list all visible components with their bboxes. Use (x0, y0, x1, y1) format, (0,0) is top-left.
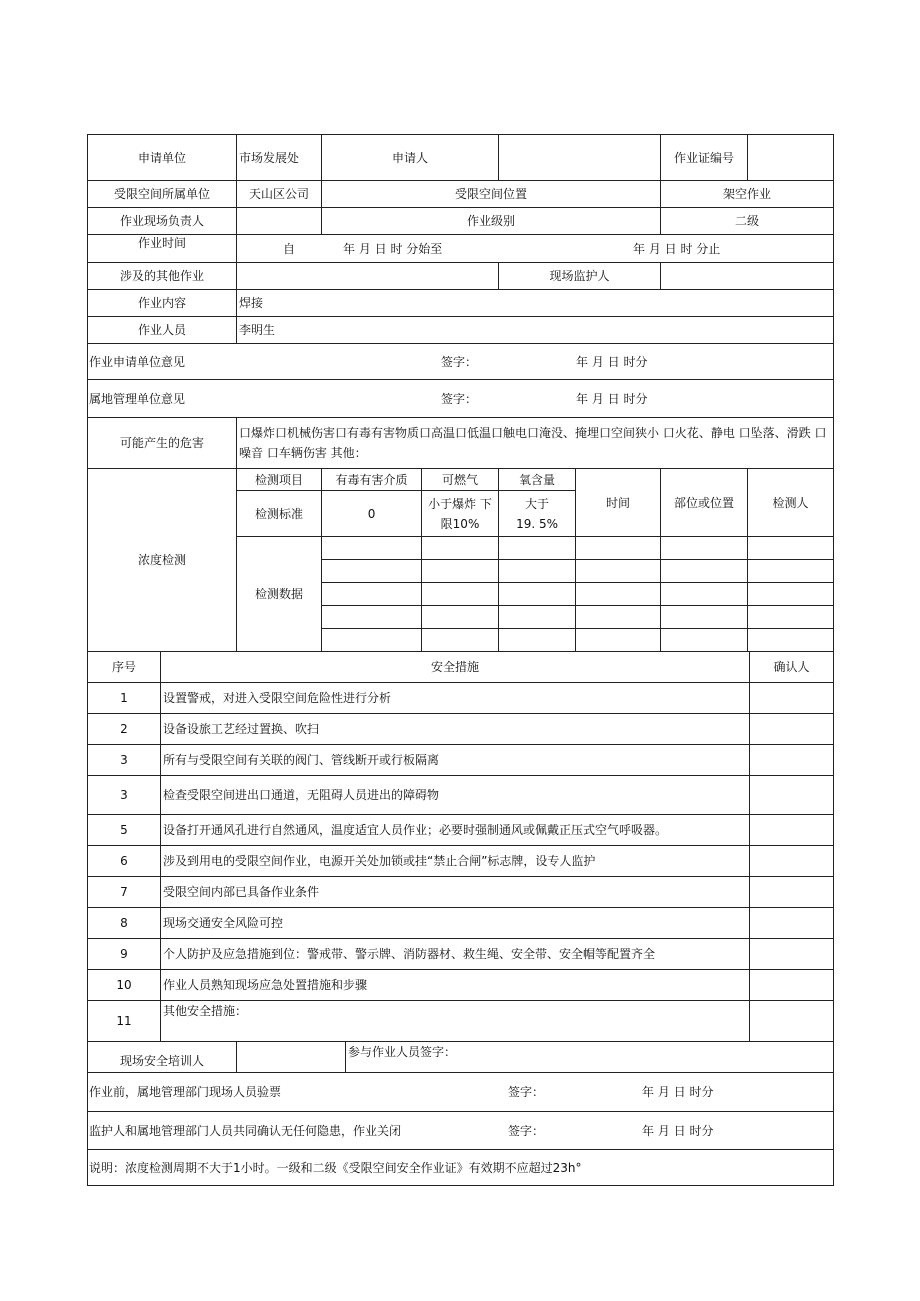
trainer-label: 现场安全培训人 (88, 1042, 237, 1073)
pre-check-sign: 签字： (508, 1085, 545, 1099)
measure-text[interactable]: 其他安全措施： (161, 1001, 750, 1042)
personnel-value[interactable]: 李明生 (237, 317, 834, 344)
gas-time-label: 时间 (576, 469, 661, 537)
site-leader-label: 作业现场负责人 (88, 208, 237, 235)
measure-no: 5 (88, 815, 161, 846)
confirm-header: 确认人 (750, 652, 834, 683)
gas-data-cell[interactable] (576, 537, 661, 560)
gas-test-label: 浓度检测 (88, 469, 237, 652)
permit-table (87, 134, 834, 652)
pre-check-date: 年 月 日 时分 (642, 1085, 714, 1099)
gas-data-cell[interactable] (422, 537, 499, 560)
personnel-label: 作业人员 (88, 317, 237, 344)
content-value[interactable]: 焊接 (237, 290, 834, 317)
confirm-cell[interactable] (750, 683, 834, 714)
applicant-unit-label: 申请单位 (88, 135, 237, 181)
gas-data-cell[interactable] (499, 560, 576, 583)
gas-data-cell[interactable] (748, 629, 834, 652)
measure-no: 9 (88, 939, 161, 970)
gas-data-cell[interactable] (422, 606, 499, 629)
hazards-checklist[interactable]: 口爆炸口机械伤害口有毒有害物质口高温口低温口触电口淹没、掩埋口空间狭小 口火花、静电 口坠落、滑跌 口噪音 口车辆伤害 其他： (237, 418, 834, 469)
gas-data-cell[interactable] (322, 583, 422, 606)
applicant-opinion-label: 作业申请单位意见 (89, 354, 186, 369)
applicant-value[interactable] (499, 135, 661, 181)
permit-no-label: 作业证编号 (661, 135, 748, 181)
other-work-label: 涉及的其他作业 (88, 263, 237, 290)
applicant-label: 申请人 (322, 135, 499, 181)
gas-data-cell[interactable] (661, 606, 748, 629)
other-work-value[interactable] (237, 263, 499, 290)
gas-flammable-standard: 小于爆炸 下限10% (422, 491, 499, 537)
confirm-cell[interactable] (750, 745, 834, 776)
close-row[interactable] (88, 1112, 834, 1150)
work-time-from: 自 (283, 241, 296, 256)
applicant-opinion-row[interactable] (88, 344, 834, 380)
space-location-label: 受限空间位置 (322, 181, 661, 208)
confirm-cell[interactable] (750, 877, 834, 908)
gas-data-cell[interactable] (499, 606, 576, 629)
participants-signature[interactable]: 参与作业人员签字： (346, 1042, 834, 1073)
work-level-value[interactable]: 二级 (661, 208, 834, 235)
gas-data-cell[interactable] (499, 629, 576, 652)
owner-opinion-row[interactable] (88, 380, 834, 418)
gas-oxygen-standard-line1: 大于 (525, 496, 550, 511)
gas-data-cell[interactable] (499, 583, 576, 606)
gas-data-cell[interactable] (322, 560, 422, 583)
owner-opinion-label: 属地管理单位意见 (89, 391, 186, 406)
measure-no-header: 序号 (88, 652, 161, 683)
gas-data-cell[interactable] (322, 606, 422, 629)
measure-text: 设备打开通风孔进行自然通风，温度适宜人员作业；必要时强制通风或佩戴正压式空气呼吸器。 (161, 815, 750, 846)
measure-text: 受限空间内部已具备作业条件 (161, 877, 750, 908)
measure-no: 2 (88, 714, 161, 745)
measure-no: 8 (88, 908, 161, 939)
gas-data-cell[interactable] (748, 583, 834, 606)
gas-data-cell[interactable] (422, 560, 499, 583)
measure-text: 所有与受限空间有关联的阀门、管线断开或行板隔离 (161, 745, 750, 776)
measure-text: 设备设旅工艺经过置换、吹扫 (161, 714, 750, 745)
space-owner-label: 受限空间所属单位 (88, 181, 237, 208)
measure-no: 6 (88, 846, 161, 877)
pre-check-label: 作业前，属地管理部门现场人员验票 (89, 1085, 282, 1099)
measure-text: 设置警戒，对进入受限空间危险性进行分析 (161, 683, 750, 714)
work-level-label: 作业级别 (322, 208, 661, 235)
measure-text: 检查受限空间进出口通道，无阻碍人员进出的障碍物 (161, 776, 750, 815)
trainer-value[interactable] (237, 1042, 346, 1073)
measure-header: 安全措施 (161, 652, 750, 683)
work-time-label: 作业时间 (88, 235, 237, 263)
gas-tester-label: 检测人 (748, 469, 834, 537)
gas-data-label: 检测数据 (237, 537, 322, 652)
gas-oxygen-standard-line2: 19. 5% (516, 516, 558, 531)
gas-data-cell[interactable] (576, 629, 661, 652)
gas-toxic-standard: 0 (322, 491, 422, 537)
gas-location-label: 部位或位置 (661, 469, 748, 537)
work-time-end: 年 月 日 时 分止 (633, 241, 721, 256)
measure-text: 现场交通安全风险可控 (161, 908, 750, 939)
footer-table (87, 1041, 834, 1186)
measure-no: 10 (88, 970, 161, 1001)
work-time-value[interactable] (237, 235, 834, 263)
pre-check-row[interactable] (88, 1073, 834, 1112)
gas-item-label: 检测项目 (237, 469, 322, 491)
confirm-cell[interactable] (750, 714, 834, 745)
measure-no: 3 (88, 745, 161, 776)
close-date: 年 月 日 时分 (642, 1123, 714, 1138)
measure-text: 个人防护及应急措施到位：警戒带、警示牌、消防器材、救生绳、安全带、安全帽等配置齐全 (161, 939, 750, 970)
measure-text: 涉及到用电的受限空间作业，电源开关处加锁或挂“禁止合闸”标志牌，设专人监护 (161, 846, 750, 877)
applicant-opinion-sign: 签字： (441, 354, 478, 369)
gas-data-cell[interactable] (422, 583, 499, 606)
measure-no: 3 (88, 776, 161, 815)
safety-measures-table (87, 651, 834, 1042)
gas-data-cell[interactable] (499, 537, 576, 560)
measure-no: 7 (88, 877, 161, 908)
confirm-cell[interactable] (750, 776, 834, 815)
confirm-cell[interactable] (750, 908, 834, 939)
owner-opinion-sign: 签字： (441, 391, 478, 406)
gas-data-cell[interactable] (322, 537, 422, 560)
applicant-unit-value[interactable]: 市场发展处 (237, 135, 322, 181)
content-label: 作业内容 (88, 290, 237, 317)
owner-opinion-date: 年 月 日 时分 (576, 391, 648, 406)
gas-data-cell[interactable] (576, 560, 661, 583)
applicant-opinion-date: 年 月 日 时分 (576, 354, 648, 369)
gas-oxygen-standard (499, 491, 576, 537)
gas-flammable-label: 可燃气 (422, 469, 499, 491)
space-owner-value[interactable]: 天山区公司 (237, 181, 322, 208)
confirm-cell[interactable] (750, 939, 834, 970)
confirm-cell[interactable] (750, 970, 834, 1001)
gas-data-cell[interactable] (322, 629, 422, 652)
gas-data-cell[interactable] (748, 537, 834, 560)
measure-text: 作业人员熟知现场应急处置措施和步骤 (161, 970, 750, 1001)
permit-no-value[interactable] (748, 135, 834, 181)
close-label: 监护人和属地管理部门人员共同确认无任何隐患，作业关闭 (89, 1123, 402, 1138)
hazards-label: 可能产生的危害 (88, 418, 237, 469)
gas-data-cell[interactable] (661, 560, 748, 583)
measure-no: 1 (88, 683, 161, 714)
gas-data-cell[interactable] (661, 537, 748, 560)
close-sign: 签字： (508, 1123, 545, 1138)
confirm-cell[interactable] (750, 815, 834, 846)
note: 说明：浓度检测周期不大于1小时。一级和二级《受限空间安全作业证》有效期不应超过23h° (88, 1150, 834, 1186)
measure-no: 11 (88, 1001, 161, 1042)
confirm-cell[interactable] (750, 1001, 834, 1042)
supervisor-label: 现场监护人 (499, 263, 661, 290)
gas-data-cell[interactable] (576, 583, 661, 606)
gas-data-cell[interactable] (748, 560, 834, 583)
work-time-start: 年 月 日 时 分始至 (343, 241, 443, 256)
site-leader-value[interactable] (237, 208, 322, 235)
supervisor-value[interactable] (661, 263, 834, 290)
confirm-cell[interactable] (750, 846, 834, 877)
gas-standard-label: 检测标准 (237, 491, 322, 537)
confined-space-permit-form (87, 134, 833, 1186)
space-location-value[interactable]: 架空作业 (661, 181, 834, 208)
gas-oxygen-label: 氧含量 (499, 469, 576, 491)
gas-toxic-label: 有毒有害介质 (322, 469, 422, 491)
gas-data-cell[interactable] (576, 606, 661, 629)
gas-data-cell[interactable] (422, 629, 499, 652)
gas-data-cell[interactable] (748, 606, 834, 629)
gas-data-cell[interactable] (661, 629, 748, 652)
gas-data-cell[interactable] (661, 583, 748, 606)
